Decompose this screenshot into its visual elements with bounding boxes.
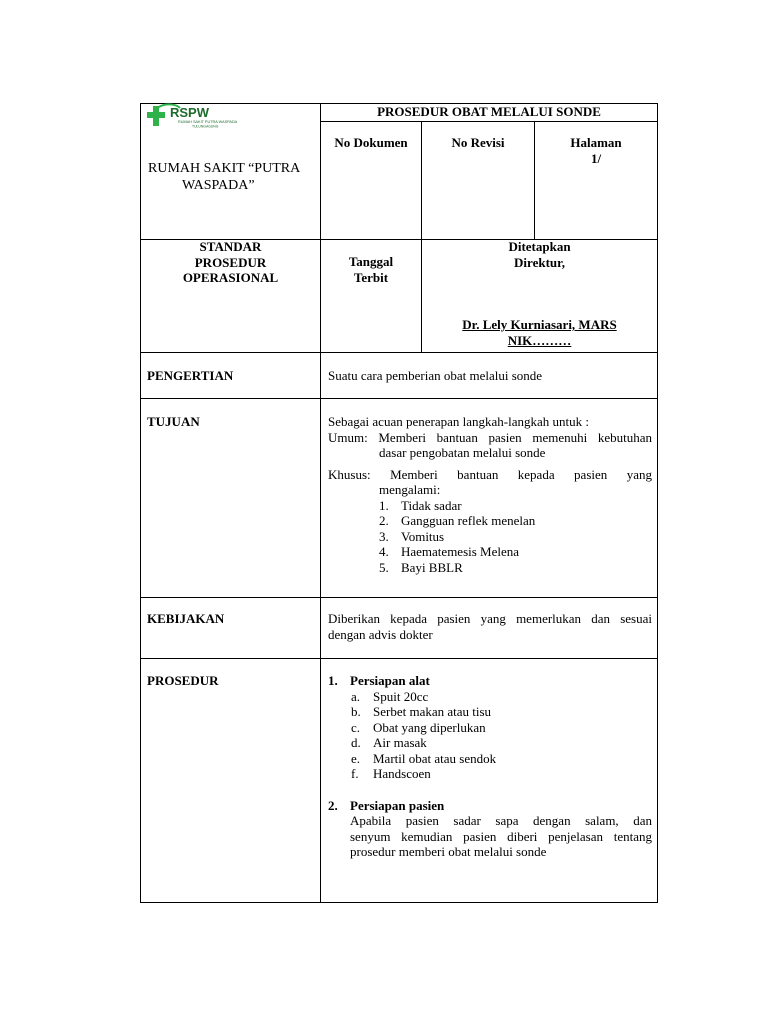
- pengertian-label: PENGERTIAN: [147, 368, 234, 383]
- logo-subtitle: RUMAH SAKIT PUTRA WASPADA: [178, 120, 238, 124]
- tujuan-umum-line2: dasar pengobatan melalui sonde: [379, 445, 546, 460]
- page-label: [535, 135, 657, 166]
- director-name-text: Dr. Lely Kurniasari, MARS: [462, 317, 617, 332]
- list-item: [351, 719, 652, 736]
- list-item-text: Martil obat atau sendok: [373, 750, 497, 766]
- list-item: [351, 735, 652, 751]
- tujuan-content: [328, 414, 652, 575]
- list-marker: 5.: [379, 559, 389, 575]
- list-marker: 1.: [379, 497, 389, 513]
- tools-list: [328, 689, 652, 782]
- list-item: [351, 750, 652, 767]
- list-item-text: Spuit 20cc: [373, 688, 429, 704]
- kebijakan-line1: Diberikan kepada pasien yang memerlukan dan sesuai: [328, 611, 652, 626]
- kebijakan-line2: dengan advis dokter: [328, 626, 433, 642]
- list-item: [379, 528, 652, 545]
- list-marker: 4.: [379, 544, 389, 559]
- pengertian-text: Suatu cara pemberian obat melalui sonde: [328, 368, 543, 383]
- list-item: [351, 704, 652, 720]
- sop-label-line1: STANDAR: [199, 239, 262, 254]
- tujuan-khusus-line2: mengalami:: [379, 482, 441, 497]
- step2-body: [328, 813, 652, 860]
- step1-title: Persiapan alat: [350, 673, 430, 688]
- sop-document: [140, 103, 658, 903]
- director-nik-text: NIK………: [507, 332, 572, 348]
- step2-marker: 2.: [328, 797, 338, 813]
- list-marker: 2.: [379, 513, 389, 528]
- list-item-text: Serbet makan atau tisu: [373, 704, 492, 719]
- list-marker: c.: [351, 719, 361, 735]
- list-item: [379, 559, 652, 576]
- prosedur-label: PROSEDUR: [147, 673, 219, 688]
- step1-heading: [328, 673, 652, 689]
- step2-line3: prosedur memberi obat melalui sonde: [350, 844, 547, 859]
- list-item-text: Haematemesis Melena: [401, 544, 520, 559]
- sop-label: [141, 239, 320, 286]
- list-item-text: Gangguan reflek menelan: [401, 513, 536, 528]
- hospital-name: [148, 160, 318, 194]
- list-marker: d.: [351, 735, 361, 750]
- list-item-text: Handscoen: [373, 766, 431, 781]
- approval-heading: [422, 239, 657, 270]
- doc-no-label: No Dokumen: [334, 135, 408, 150]
- list-marker: e.: [351, 750, 361, 766]
- list-item: [379, 497, 652, 514]
- approval-line1: Ditetapkan: [508, 239, 571, 254]
- list-marker: f.: [351, 766, 359, 781]
- step2-title: Persiapan pasien: [350, 797, 445, 813]
- tujuan-khusus-line1: Khusus: Memberi bantuan kepada pasien yang: [328, 466, 652, 482]
- hospital-logo: [146, 103, 254, 129]
- director-signature: [422, 317, 657, 348]
- list-marker: b.: [351, 704, 361, 719]
- sop-label-line3: OPERASIONAL: [182, 270, 279, 285]
- sop-label-line2: PROSEDUR: [194, 254, 267, 270]
- logo-location: TULUNGAGUNG: [192, 124, 219, 129]
- list-item: [351, 688, 652, 705]
- list-item-text: Vomitus: [401, 528, 445, 544]
- logo-text: RSPW: [170, 105, 209, 120]
- revision-label: No Revisi: [451, 135, 505, 150]
- step2-line1: Apabila pasien sadar sapa dengan salam, dan: [350, 813, 652, 828]
- step2-line2: senyum kemudian pasien diberi penjelasan tentang: [350, 828, 652, 844]
- tujuan-list: [328, 498, 652, 576]
- hospital-name-line1: RUMAH SAKIT “PUTRA: [148, 161, 301, 176]
- page-number: 1/: [590, 150, 602, 166]
- list-item-text: Air masak: [373, 735, 427, 750]
- kebijakan-label: KEBIJAKAN: [147, 611, 225, 626]
- list-marker: a.: [351, 688, 361, 704]
- prosedur-label-cell: [140, 658, 321, 903]
- director-name: [422, 317, 657, 333]
- kebijakan-label-cell: [140, 597, 321, 659]
- step2-heading: [328, 798, 652, 814]
- tujuan-label: TUJUAN: [147, 414, 200, 429]
- list-item-text: Bayi BBLR: [401, 559, 463, 575]
- page-label-text: Halaman: [570, 135, 622, 150]
- date-label-line2: Terbit: [353, 269, 389, 285]
- director-nik: [422, 333, 657, 349]
- list-item: [379, 513, 652, 529]
- date-label-line1: Tanggal: [348, 254, 394, 269]
- date-label: [321, 254, 421, 285]
- list-item: [351, 766, 652, 782]
- step1-marker: 1.: [328, 673, 338, 688]
- document-title: PROSEDUR OBAT MELALUI SONDE: [377, 104, 601, 119]
- list-item-text: Obat yang diperlukan: [373, 719, 486, 735]
- list-item-text: Tidak sadar: [401, 497, 462, 513]
- prosedur-content: [328, 673, 652, 860]
- list-marker: 3.: [379, 528, 389, 544]
- tujuan-umum-line1: Umum: Memberi bantuan pasien memenuhi kebutuhan: [328, 429, 652, 445]
- list-item: [379, 544, 652, 560]
- hospital-name-line2: WASPADA”: [182, 178, 255, 193]
- kebijakan-text: [328, 611, 652, 642]
- tujuan-intro: Sebagai acuan penerapan langkah-langkah untuk :: [328, 414, 589, 429]
- approval-line2: Direktur,: [514, 254, 565, 270]
